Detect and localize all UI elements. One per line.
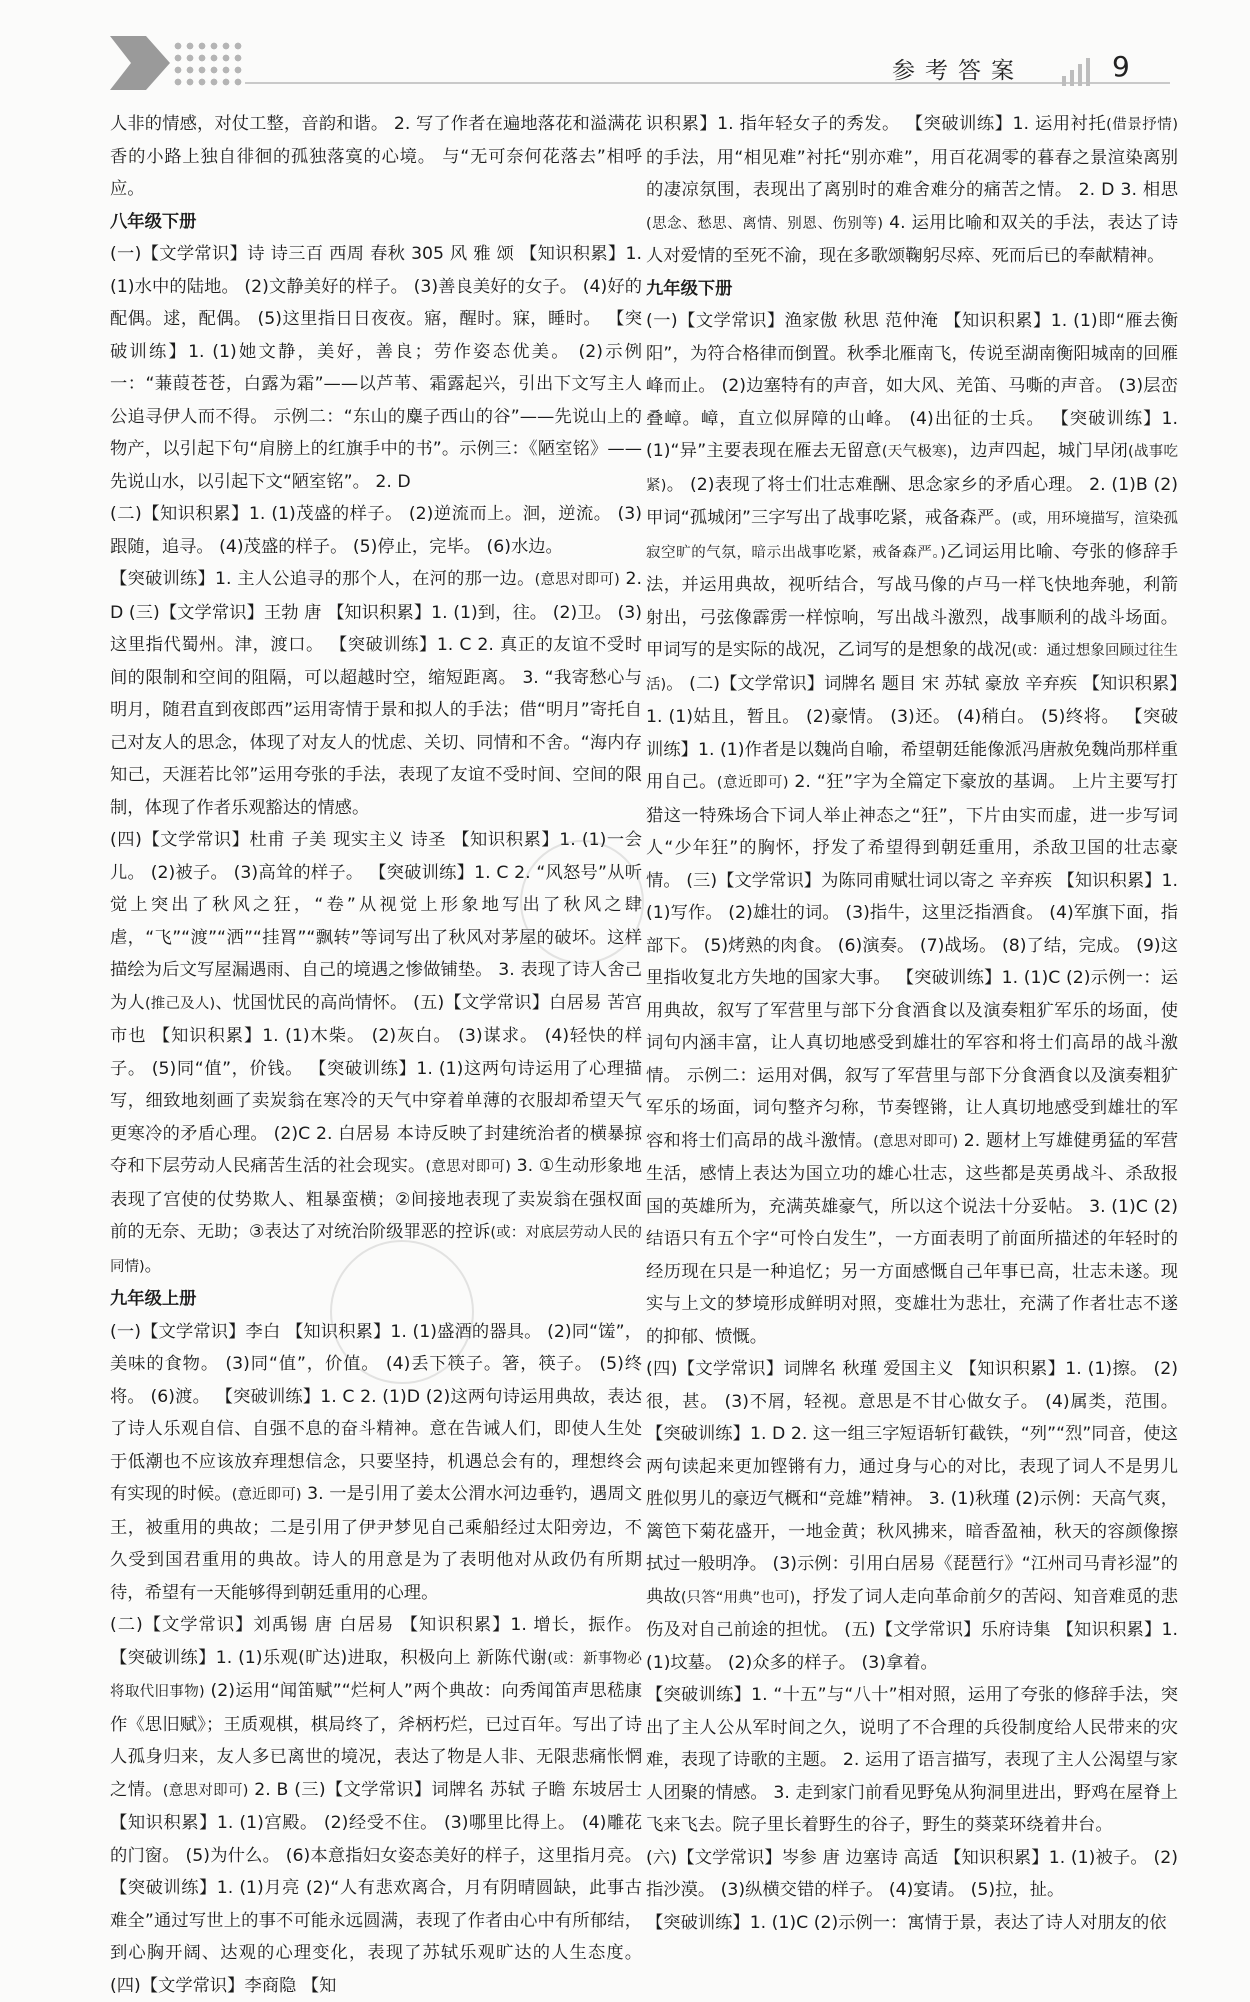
page-header (0, 0, 1250, 100)
paragraph (646, 108, 1178, 273)
text-run: (2)运用“闻笛赋”“烂柯人”两个典故：向秀闻笛声思嵇康作《思旧赋》；王质观棋，棋局终了，斧柄朽烂，已过百年。写出了诗人孤身归来，友人多已离世的境况，表达了物是人非、无限悲痛怅惘之情。 (110, 1681, 642, 1800)
header-logo (110, 36, 240, 92)
paragraph (110, 563, 642, 824)
paragraph: (二)【知识积累】1. (1)茂盛的样子。 (2)逆流而上。洄，逆流。 (3)跟随，追寻。 (4)茂盛的样子。 (5)停止，完毕。 (6)水边。 (110, 504, 642, 557)
text-run: 3. ①生动形象地表现了宫使的仗势欺人、粗暴蛮横；②间接地表现了卖炭翁在强权面前的无奈、无助；③表达了对统治阶级罪恶的控诉 (110, 1156, 642, 1242)
bars-icon (1062, 58, 1102, 86)
text-run: 的手法，用“相见难”衬托“别亦难”，用百花凋零的暮春之景渲染离别的凄凉氛围，表现出了离别时的难舍难分的痛苦之情。 2. D 3. 相思 (646, 147, 1178, 200)
note-text: (意近即可) (231, 1487, 302, 1503)
text-run: 【突破训练】1. 主人公追寻的那个人，在河的那一边。 (110, 569, 535, 589)
dot-grid-icon (172, 40, 242, 90)
note-text: (意思对即可) (873, 1133, 959, 1150)
text-run: 、忧国忧民的高尚情怀。 (五)【文学常识】白居易 苦宫市也 【知识积累】1. (1)木柴。 (2)灰白。 (3)谋求。 (4)轻快的样子。 (5)同“值”，价钱。 【突破训练】1. (1)这两句诗运用了心理描写，细致地刻画了卖炭翁在寒冷的天气中穿着单薄的衣服却希望天气更寒冷的矛盾心理。 (2)C 2. 白居易 本诗反映了封建统治者的横暴掠夺和下层劳动人民痛苦生活的社会现实。 (110, 992, 642, 1176)
header-title: 参考答案 (892, 58, 1024, 84)
text-run: 。 (2)表现了将士们壮志难酬、思念家乡的矛盾心理。 2. (1)B (2)甲词“孤城闭”三字写出了战事吃紧，戒备森严。 (646, 474, 1178, 528)
text-run: 识积累】1. 指年轻女子的秀发。 【突破训练】1. 运用衬托 (646, 114, 1107, 134)
text-run: (四)【文学常识】杜甫 子美 现实主义 诗圣 【知识积累】1. (1)一会儿。 (2)被子。 (3)高耸的样子。 【突破训练】1. C 2. “风怒号”从听觉上突出了秋风之狂，“卷”从视觉上形象地写出了秋风之肆虐，“飞”“渡”“洒”“挂罥”“飘转”等词写出了秋风对茅屋的破坏。这样描绘为后文写屋漏遇雨、自己的境遇之惨做铺垫。 3. 表现了诗人舍己为人 (110, 830, 642, 1013)
text-run: 3. 一是引用了姜太公渭水河边垂钓，遇周文王，被重用的典故；二是引用了伊尹梦见自己乘船经过太阳旁边，不久受到国君重用的典故。诗人的用意是为了表明他对从政仍有所期待，希望有一天能够得到朝廷重用的心理。 (110, 1484, 642, 1603)
text-run: (一)【文学常识】李白 【知识积累】1. (1)盛酒的器具。 (2)同“馐”，美味的食物。 (3)同“值”，价值。 (4)丢下筷子。箸，筷子。 (5)终将。 (6)渡。 【突破训练】1. C 2. (1)D (2)这两句诗运用典故，表达了诗人乐观自信、自强不息的奋斗精神。意在告诫人们，即使人生处于低潮也不应该放弃理想信念，只要坚持，机遇总会有的，理想终会有实现的时候。 (110, 1321, 642, 1504)
header-rule (245, 82, 1170, 84)
note-text: (思念、愁思、离情、别恩、伤别等) (646, 215, 884, 232)
section-title: 八年级下册 (110, 211, 197, 232)
text-run: (二)【文学常识】刘禹锡 唐 白居易 【知识积累】1. 增长，振作。 【突破训练】1. (1)乐观(旷达)进取，积极向上 新陈代谢 (110, 1615, 642, 1668)
paragraph: 【突破训练】1. (1)C (2)示例一：寓情于景，表达了诗人对朋友的依 (646, 1912, 1167, 1933)
note-text: (或：通过想象回顾过往生活) (646, 643, 1178, 693)
text-run: 2. D (三)【文学常识】王勃 唐 【知识积累】1. (1)到，往。 (2)卫。 (3)这里指代蜀州。津，渡口。 【突破训练】1. C 2. 真正的友谊不受时间的限制和空间的阻隔，可以超越时空，缩短距离。 3. “我寄愁心与明月，随君直到夜郎西”运用寄情于景和拟人的手法；借“明月”寄托自己对友人的思念，体现了对友人的忧虑、关切、同情和不舍。“海内存知己，天涯若比邻”运用夸张的手法，表现了友谊不受时间、空间的限制，体现了作者乐观豁达的情感。 (110, 569, 642, 818)
arrow-icon (110, 36, 170, 90)
paragraph: (六)【文学常识】岑参 唐 边塞诗 高适 【知识积累】1. (1)被子。 (2)指沙漠。 (3)纵横交错的样子。 (4)宴请。 (5)拉，扯。 (646, 1847, 1178, 1900)
text-run: 。 (144, 1255, 162, 1276)
text-run: (四)【文学常识】词牌名 秋瑾 爱国主义 【知识积累】1. (1)擦。 (2)很，甚。 (3)不屑，轻视。意思是不甘心做女子。 (4)属类，范围。 【突破训练】1. D 2. 这一组三字短语斩钉截铁，“列”“烈”同音，使这两句读起来更加铿锵有力，通过身与心的对比，表现了词人不是男儿胜似男儿的豪迈气概和“竞雄”精神。 3. (1)秋瑾 (2)示例：天高气爽，篱笆下菊花盛开，一地金黄；秋风拂来，暗香盈袖，秋天的容颜像擦拭过一般明净。 (3)示例：引用白居易《琵琶行》“江州司马青衫湿”的典故 (646, 1359, 1178, 1607)
text-run: 乙词运用比喻、夸张的修辞手法，并运用典故，视听结合，写战马像的卢马一样飞快地奔驰，利箭射出，弓弦像霹雳一样惊响，写出战斗激烈，战事顺利的战斗场面。甲词写的是实际的战况，乙词写的是想象的战况 (646, 541, 1178, 660)
note-text: (战事吃紧) (646, 444, 1178, 494)
note-text: (意思对即可) (425, 1159, 511, 1175)
paragraph: 人非的情感，对仗工整，音韵和谐。 2. 写了作者在遍地落花和溢满花香的小路上独自徘徊的孤独落寞的心境。 与“无可奈何花落去”相呼应。 (110, 114, 642, 199)
text-run: (一)【文学常识】渔家傲 秋思 范仲淹 【知识积累】1. (1)即“雁去衡阳”，为符合格律而倒置。秋季北雁南飞，传说至湖南衡阳城南的回雁峰而止。 (2)边塞特有的声音，如大风、羌笛、马嘶的声音。 (3)层峦叠嶂。嶂，直立似屏障的山峰。 (4)出征的士兵。 【突破训练】1. (1)“异”主要表现在雁去无留意 (646, 311, 1178, 461)
section-title: 九年级上册 (110, 1289, 197, 1309)
note-text: (意思对即可) (534, 572, 620, 588)
text-run: 2. B (三)【文学常识】词牌名 苏轼 子瞻 东坡居士 【知识积累】1. (1)宫殿。 (2)经受不住。 (3)哪里比得上。 (4)雕花的门窗。 (5)为什么。 (6)本意指妇女姿态美好的样子，这里指月亮。 【突破训练】1. (1)月亮 (2)“人有悲欢离合，月有阴晴圆缺，此事古难全”通过写世上的事不可能永远圆满，表现了作者由心中有所郁结，到心胸开阔、达观的心理变化，表现了苏轼乐观旷达的人生态度。 (四)【文学常识】李商隐 【知 (110, 1779, 642, 1996)
right-column (646, 108, 1178, 1939)
note-text: (天气极寒) (881, 444, 953, 460)
paragraph: 【突破训练】1. “十五”与“八十”相对照，运用了夸张的修辞手法，突出了主人公从军时间之久，说明了不合理的兵役制度给人民带来的灾难，表现了诗歌的主题。 2. 运用了语言描写，表现了主人公渴望与家人团聚的情感。 3. 走到家门前看见野兔从狗洞里进出，野鸡在屋脊上飞来飞去。院子里长着野生的谷子，野生的葵菜环绕着井台。 (646, 1685, 1178, 1835)
paragraph (646, 1353, 1178, 1679)
page-number: 9 (1112, 50, 1130, 83)
note-text: (意思对即可) (162, 1782, 249, 1799)
paragraph (646, 305, 1178, 1353)
section-title: 九年级下册 (646, 278, 733, 299)
note-text: (借景抒情) (1106, 117, 1178, 133)
text-run: 。 (二)【文学常识】词牌名 题目 宋 苏轼 豪放 辛弃疾 【知识积累】1. (1)姑且，暂且。 (2)豪情。 (3)还。 (4)稍白。 (5)终将。 【突破训练】1. (1)作者是以魏尚自喻，希望朝廷能像派冯唐赦免魏尚那样重用自己。 (646, 673, 1178, 792)
note-text: (或：对底层劳动人民的同情) (110, 1225, 642, 1275)
paragraph: (一)【文学常识】诗 诗三百 西周 春秋 305 风 雅 颂 【知识积累】1. (1)水中的陆地。 (2)文静美好的样子。 (3)善良美好的女子。 (4)好的配偶。逑，配偶。 (5)这里指日日夜夜。寤，醒时。寐，睡时。 【突破训练】1. (1)她文静，美好，善良；劳作姿态优美。 (2)示例一：“蒹葭苍苍，白露为霜”——以芦苇、霜露起兴，引出下文写主人公追寻伊人而不得。 示例二：“东山的麋子西山的谷”——先说山上的物产，以引起下句“肩膀上的红旗手中的书”。示例三：《陋室铭》——先说山水，以引起下文“陋室铭”。 2. D (110, 244, 642, 492)
watermark-stamp (330, 1240, 474, 1384)
note-text: (或：新事物必将取代旧事物) (110, 1650, 642, 1700)
paragraph (110, 1609, 642, 2002)
text-run: 4. 运用比喻和双关的手法，表达了诗人对爱情的至死不渝，现在多歌颂鞠躬尽瘁、死而后已的奉献精神。 (646, 212, 1178, 266)
watermark-stamp (520, 840, 644, 964)
text-run: 2. “狂”字为全篇定下豪放的基调。 上片主要写打猎这一特殊场合下词人举止神态之“狂”，下片由实而虚，进一步写词人“少年狂”的胸怀，抒发了希望得到朝廷重用，杀敌卫国的壮志豪情。 (三)【文学常识】为陈同甫赋壮词以寄之 辛弃疾 【知识积累】1. (1)写作。 (2)雄壮的词。 (3)指牛，这里泛指酒食。 (4)军旗下面，指部下。 (5)烤熟的肉食。 (6)演奏。 (7)战场。 (8)了结，完成。 (9)这里指收复北方失地的国家大事。 【突破训练】1. (1)C (2)示例一：运用典故，叙写了军营里与部下分食酒食以及演奏粗犷军乐的场面，使词句内涵丰富，让人真切地感受到雄壮的军容和将士们高昂的战斗激情。 示例二：运用对偶，叙写了军营里与部下分食酒食以及演奏粗犷军乐的场面，词句整齐匀称，节奏铿锵，让人真切地感受到雄壮的军容和将士们高昂的战斗激情。 (646, 772, 1178, 1151)
note-text: (或，用环境描写，渲染孤寂空旷的气氛，暗示出战事吃紧，戒备森严。) (646, 511, 1178, 561)
note-text: (只答“用典”也可) (680, 1589, 796, 1606)
note-text: (推己及人) (144, 995, 216, 1012)
left-column (110, 108, 642, 2002)
text-run: ，边声四起，城门早闭 (952, 441, 1129, 461)
text-run: 2. 题材上写雄健勇猛的军营生活，感情上表达为国立功的雄心壮志，这些都是英勇战斗、杀敌报国的英雄所为，充满英雄豪气，所以这个说法十分妥帖。 3. (1)C (2)结语只有五个字“可怜白发生”，一方面表明了前面所描述的年轻时的经历现在只是一种追忆；另一方面感慨自己年事已高，壮志未遂。现实与上文的梦境形成鲜明对照，变雄壮为悲壮，充满了作者壮志不遂的抑郁、愤慨。 (646, 1130, 1178, 1347)
text-run: ，抒发了词人走向革命前夕的苦闷、知音难觅的悲伤及对自己前途的担忧。 (五)【文学常识】乐府诗集 【知识积累】1. (1)坟墓。 (2)众多的样子。 (3)拿着。 (646, 1586, 1178, 1673)
note-text: (意近即可) (716, 775, 789, 791)
